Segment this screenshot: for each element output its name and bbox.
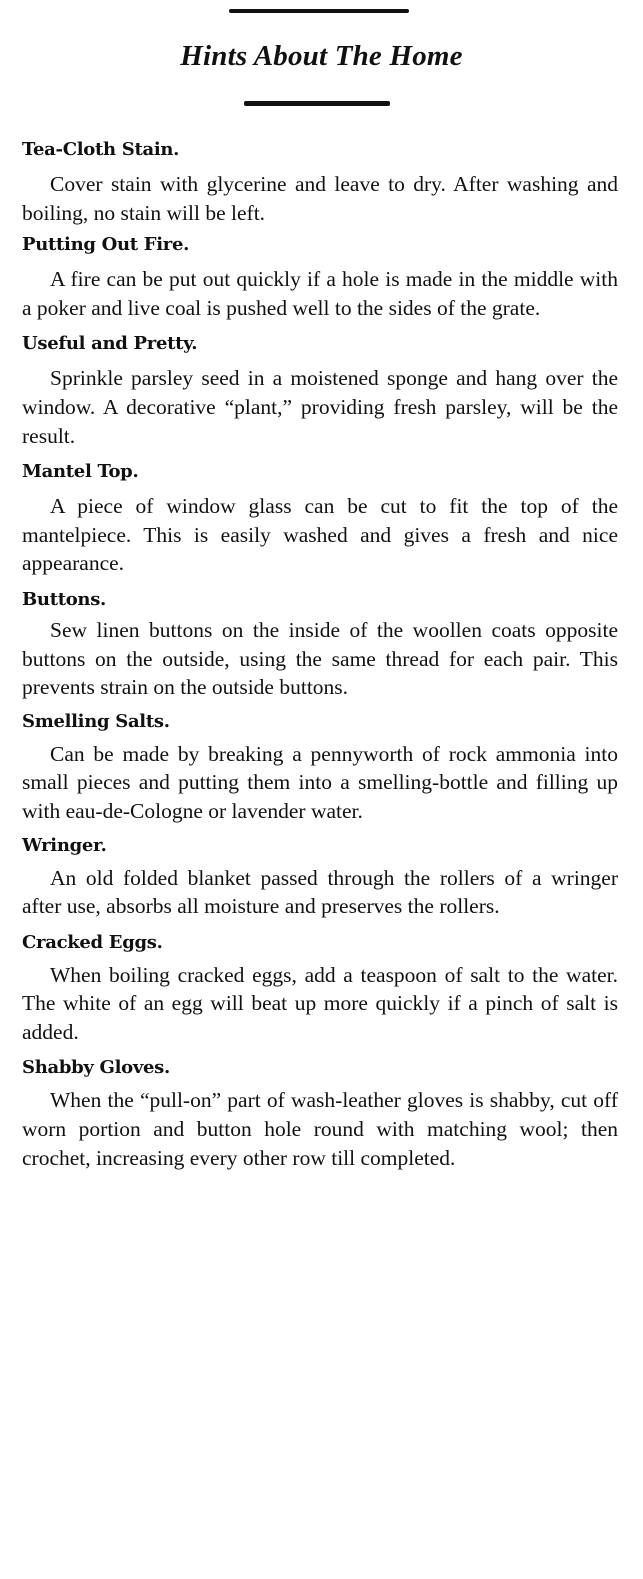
hint-body: When boiling cracked eggs, add a teaspoon of salt to the water. The white of an egg will beat up more quickly if a pinch of salt is added. — [22, 962, 618, 1044]
hint-title: Smelling Salts. — [22, 710, 170, 732]
hint-cracked-eggs — [22, 929, 618, 1047]
hint-tea-cloth-stain — [22, 136, 618, 227]
hint-title: Useful and Pretty. — [22, 333, 198, 355]
hint-smelling-salts — [22, 708, 618, 826]
hint-mantel-top — [22, 458, 618, 578]
bottom-rule-divider — [244, 101, 390, 106]
hint-title: Mantel Top. — [22, 461, 139, 483]
hint-body: Sprinkle parsley seed in a moistened sponge and hang over the window. A decorative “plant,” providing fresh parsley, will be the result. — [22, 366, 618, 448]
hint-putting-out-fire — [22, 231, 618, 322]
hint-title: Buttons. — [22, 588, 107, 610]
hint-body: Cover stain with glycerine and leave to dry. After washing and boiling, no stain will be left. — [22, 172, 618, 225]
hint-body: A fire can be put out quickly if a hole is made in the middle with a poker and live coal is pushed well to the sides of the grate. — [22, 267, 618, 320]
hint-title: Wringer. — [22, 834, 107, 856]
hints-column — [22, 136, 618, 1172]
hint-title: Shabby Gloves. — [22, 1057, 170, 1079]
hint-title: Cracked Eggs. — [22, 931, 163, 953]
hint-wringer — [22, 832, 618, 921]
hint-title: Tea-Cloth Stain. — [22, 139, 180, 160]
hint-body: An old folded blanket passed through the rollers of a wringer after use, absorbs all moisture and preserves the rollers. — [22, 865, 618, 919]
column-heading: Hints About The Home — [180, 40, 463, 72]
hint-shabby-gloves — [22, 1054, 618, 1172]
hint-body: Sew linen buttons on the inside of the woollen coats opposite buttons on the outside, using the same thread for each pair. This prevents strain on the outside buttons. — [22, 617, 618, 700]
hint-body: When the “pull-on” part of wash-leather gloves is shabby, cut off worn portion and button hole round with matching wool; then crochet, increasing every other row till completed. — [22, 1088, 618, 1170]
hint-buttons — [22, 586, 618, 702]
hint-title: Putting Out Fire. — [22, 234, 190, 256]
top-rule-divider — [229, 9, 409, 13]
hint-useful-and-pretty — [22, 330, 618, 450]
hint-body: Can be made by breaking a pennyworth of rock ammonia into small pieces and putting them into a smelling-bottle and filling up with eau-de-Cologne or lavender water. — [22, 741, 618, 823]
hint-body: A piece of window glass can be cut to fit the top of the mantelpiece. This is easily washed and gives a fresh and nice appearance. — [22, 494, 618, 576]
